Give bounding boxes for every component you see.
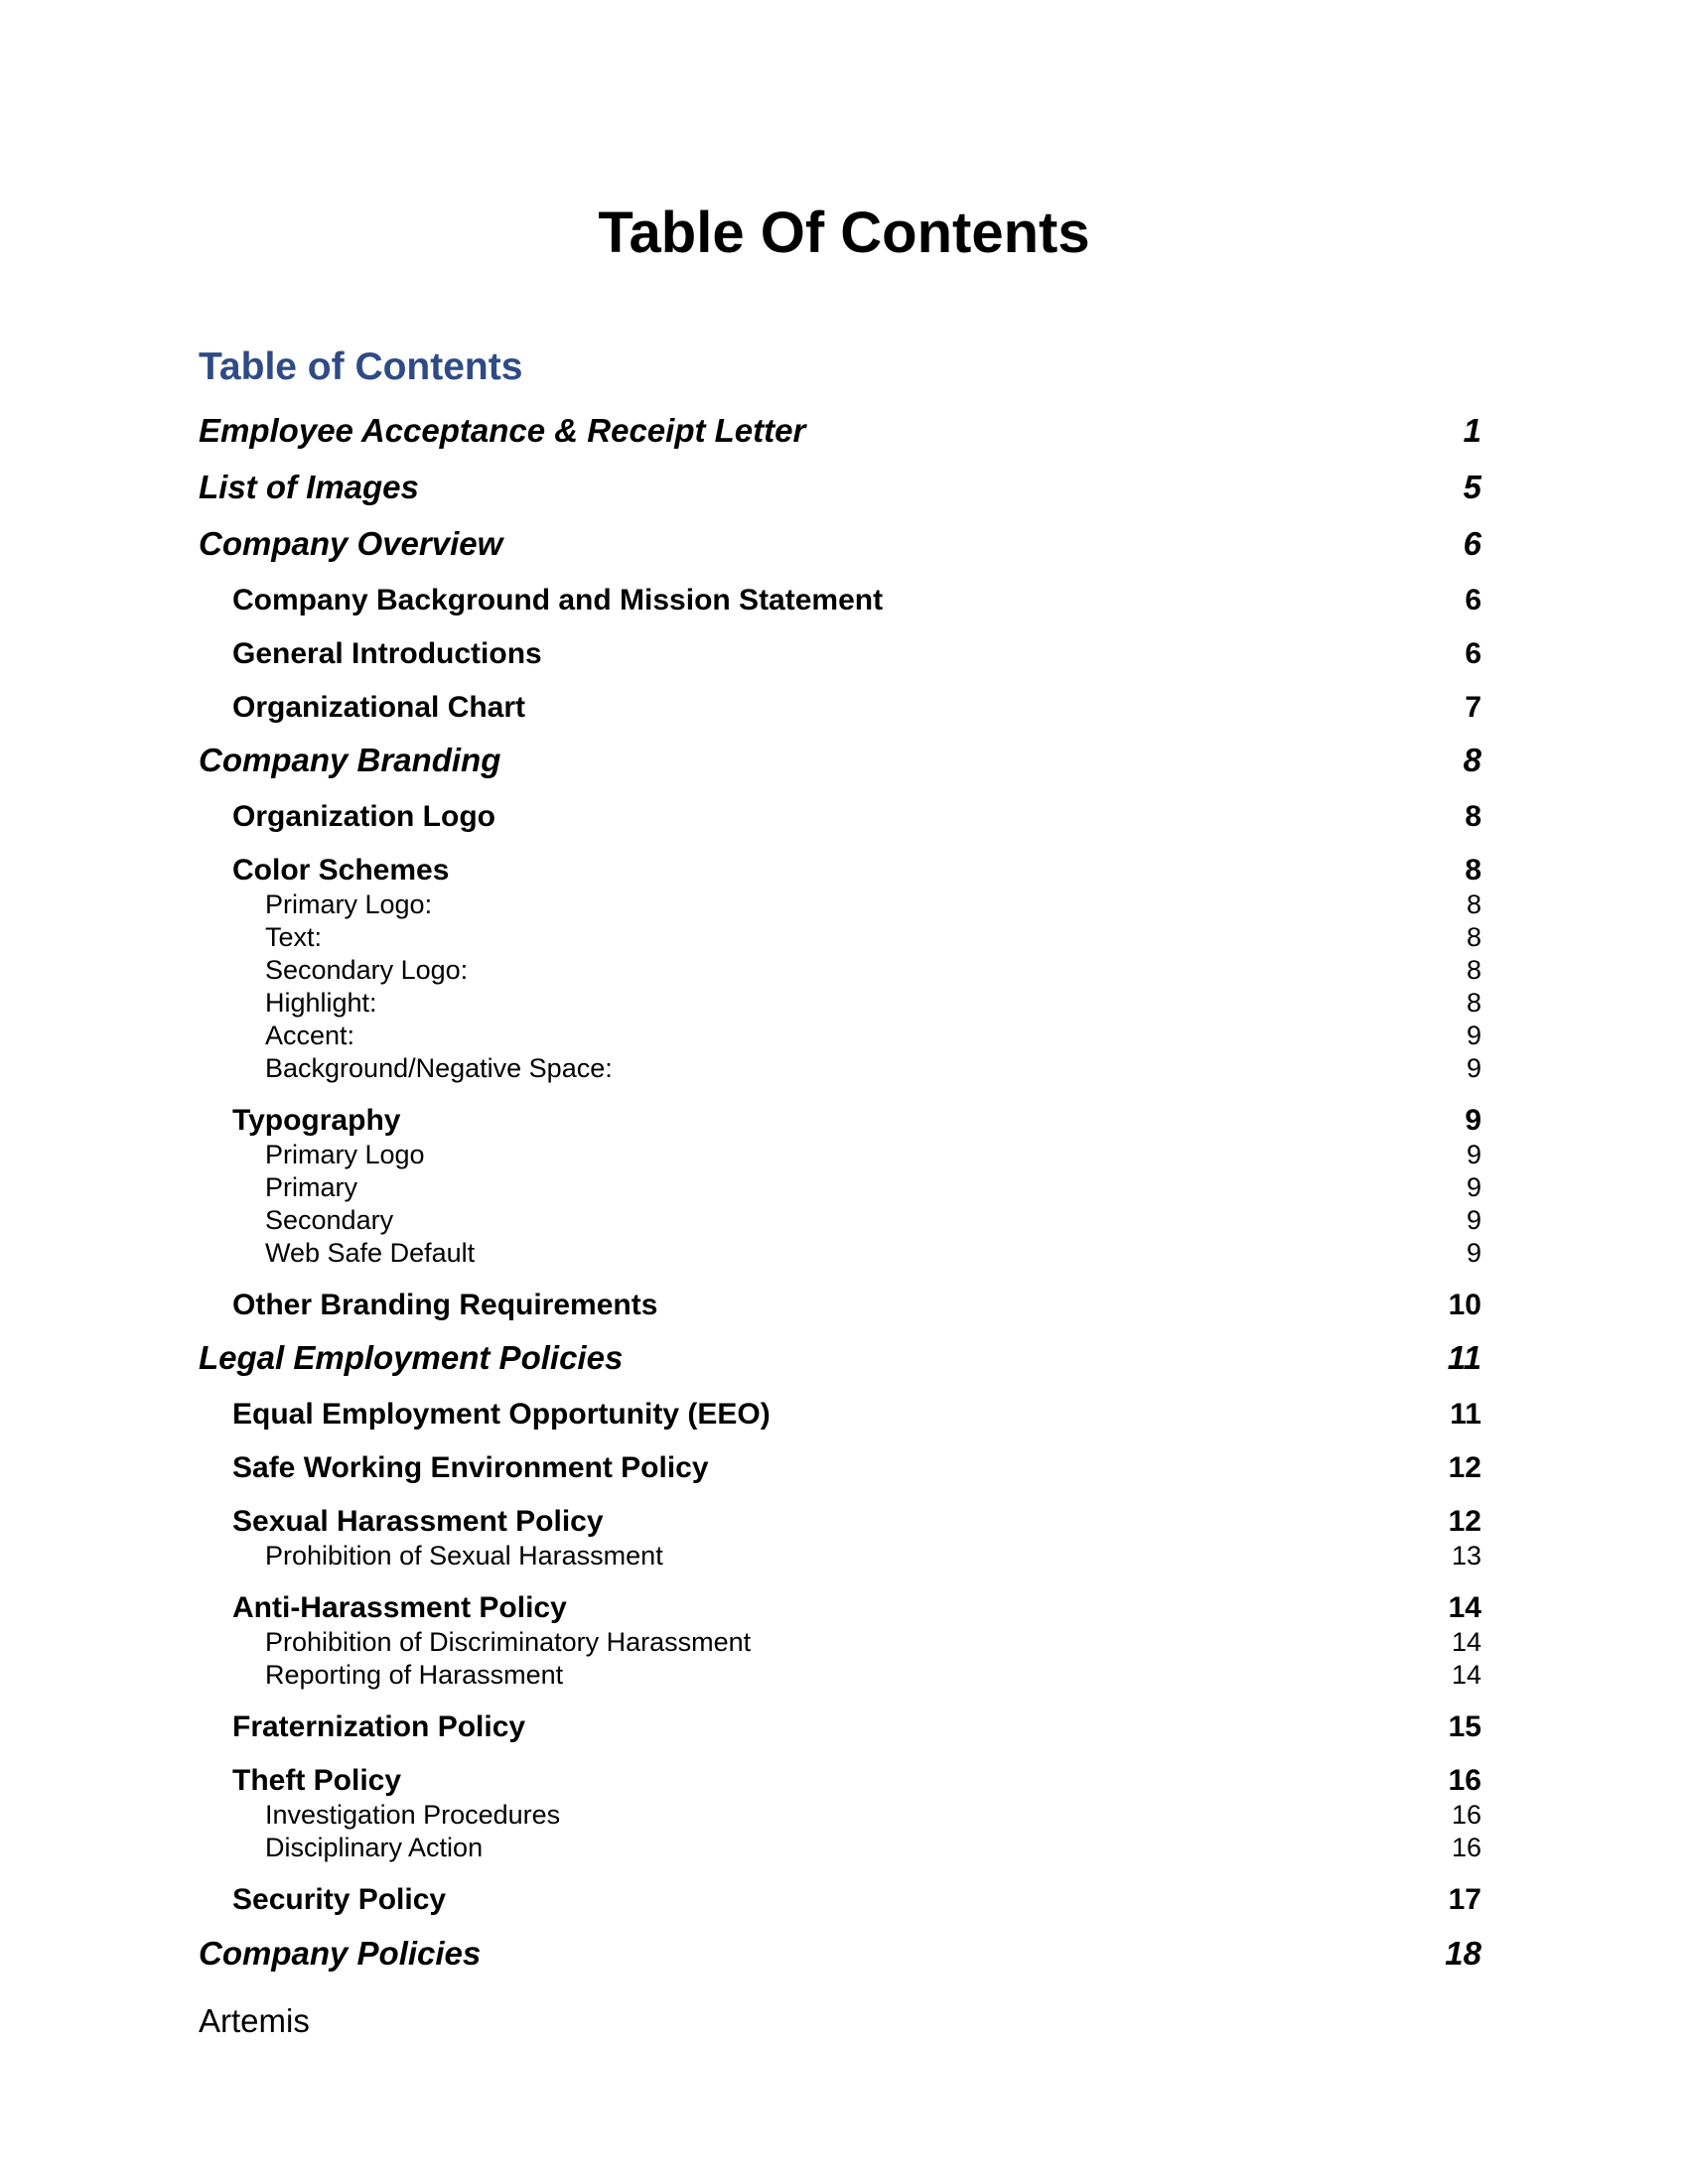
toc-entry-label: Background/Negative Space: bbox=[265, 1053, 613, 1083]
toc-entry-label: Investigation Procedures bbox=[265, 1800, 561, 1830]
toc-entry-label: Secondary Logo: bbox=[265, 955, 469, 985]
toc-entry-page: 15 bbox=[1448, 1710, 1481, 1743]
toc-entry-page: 17 bbox=[1448, 1883, 1481, 1916]
toc-entry-label: Legal Employment Policies bbox=[199, 1339, 624, 1376]
toc-entry-label: Secondary bbox=[265, 1205, 394, 1235]
toc-entry[interactable] bbox=[232, 1449, 1481, 1487]
toc-entry-page: 9 bbox=[1466, 1205, 1481, 1235]
toc-entry[interactable] bbox=[199, 1934, 1481, 1974]
toc-entry[interactable] bbox=[232, 852, 1481, 889]
toc-entry-page: 9 bbox=[1466, 1053, 1481, 1083]
toc-entry[interactable] bbox=[265, 987, 1481, 1019]
toc-entry-label: Primary bbox=[265, 1172, 357, 1202]
toc-entry[interactable] bbox=[232, 635, 1481, 673]
toc-entry-page: 8 bbox=[1466, 889, 1481, 919]
toc-entry-label: Prohibition of Sexual Harassment bbox=[265, 1541, 663, 1570]
toc-entry-page: 16 bbox=[1448, 1764, 1481, 1797]
toc-entry-page: 11 bbox=[1450, 1398, 1481, 1431]
toc-entry[interactable] bbox=[232, 689, 1481, 727]
toc-entry-page: 6 bbox=[1465, 637, 1481, 670]
toc-entry-label: Highlight: bbox=[265, 988, 377, 1018]
toc-entry-page: 11 bbox=[1447, 1339, 1481, 1376]
toc-entry[interactable] bbox=[232, 1708, 1481, 1746]
toc-entry-label: Theft Policy bbox=[232, 1764, 402, 1797]
toc-entry[interactable] bbox=[199, 524, 1481, 564]
toc-entry-page: 16 bbox=[1451, 1800, 1481, 1830]
toc-entry-label: Text: bbox=[265, 922, 323, 952]
toc-entry-page: 14 bbox=[1451, 1660, 1481, 1690]
toc-entry[interactable] bbox=[265, 1799, 1481, 1831]
toc-entry[interactable] bbox=[265, 1052, 1481, 1084]
toc-entry-label: Safe Working Environment Policy bbox=[232, 1451, 709, 1484]
toc-entry[interactable] bbox=[232, 1881, 1481, 1919]
toc-entry-label: Color Schemes bbox=[232, 854, 450, 887]
toc-entry-page: 13 bbox=[1451, 1541, 1481, 1570]
toc-entry[interactable] bbox=[265, 1540, 1481, 1571]
toc-entry[interactable] bbox=[265, 1659, 1481, 1691]
toc-entry-label: Company Background and Mission Statement bbox=[232, 584, 884, 616]
toc-entry-page: 8 bbox=[1465, 854, 1481, 887]
toc-entry[interactable] bbox=[232, 1762, 1481, 1800]
toc-entry-label: Sexual Harassment Policy bbox=[232, 1505, 604, 1538]
toc-entry-label: Disciplinary Action bbox=[265, 1833, 484, 1862]
toc-entry-page: 6 bbox=[1463, 525, 1481, 562]
toc-entry[interactable] bbox=[265, 954, 1481, 986]
toc-entry-label: Primary Logo: bbox=[265, 889, 433, 919]
toc-entry[interactable] bbox=[265, 1020, 1481, 1051]
toc-entry-page: 8 bbox=[1466, 922, 1481, 952]
toc-entry[interactable] bbox=[232, 1396, 1481, 1433]
toc-entry-page: 5 bbox=[1463, 469, 1481, 505]
toc-entry[interactable] bbox=[265, 888, 1481, 920]
toc-entry-page: 1 bbox=[1463, 412, 1481, 449]
toc-entry[interactable] bbox=[265, 1832, 1481, 1863]
toc-entry[interactable] bbox=[265, 1237, 1481, 1269]
toc-entry-label: Other Branding Requirements bbox=[232, 1289, 658, 1321]
toc-entry-page: 12 bbox=[1448, 1451, 1481, 1484]
toc-entry-label: Equal Employment Opportunity (EEO) bbox=[232, 1398, 771, 1431]
toc-entry-page: 9 bbox=[1466, 1140, 1481, 1169]
toc-entry-page: 16 bbox=[1451, 1833, 1481, 1862]
toc-entry-label: Web Safe Default bbox=[265, 1238, 476, 1268]
toc-entry-page: 8 bbox=[1466, 988, 1481, 1018]
toc-entry-label: Security Policy bbox=[232, 1883, 447, 1916]
toc-entry-page: 9 bbox=[1466, 1238, 1481, 1268]
toc-entry-label: Typography bbox=[232, 1104, 401, 1137]
toc-entry[interactable] bbox=[232, 1589, 1481, 1627]
toc-entry-page: 6 bbox=[1465, 584, 1481, 616]
toc-entry[interactable] bbox=[199, 411, 1481, 451]
toc-entry[interactable] bbox=[232, 1503, 1481, 1541]
toc-entry-label: Organizational Chart bbox=[232, 691, 526, 724]
toc-entry-page: 8 bbox=[1463, 742, 1481, 778]
toc-entry-label: Anti-Harassment Policy bbox=[232, 1591, 567, 1624]
toc-entry[interactable] bbox=[265, 1139, 1481, 1170]
toc-entry-label: Company Branding bbox=[199, 742, 501, 778]
toc-entry[interactable] bbox=[199, 468, 1481, 507]
toc-entry[interactable] bbox=[265, 1204, 1481, 1236]
toc-entry-page: 9 bbox=[1465, 1104, 1481, 1137]
footer-company-name: Artemis bbox=[199, 2002, 310, 2039]
toc-entry-page: 9 bbox=[1466, 1172, 1481, 1202]
toc-entry[interactable] bbox=[265, 921, 1481, 953]
toc-entry-page: 14 bbox=[1448, 1591, 1481, 1624]
toc-entry-label: List of Images bbox=[199, 469, 419, 505]
toc-entry-page: 14 bbox=[1451, 1627, 1481, 1657]
toc-entry-label: General Introductions bbox=[232, 637, 542, 670]
toc-entry-label: Reporting of Harassment bbox=[265, 1660, 564, 1690]
toc-entry-page: 10 bbox=[1448, 1289, 1481, 1321]
toc-entry-page: 8 bbox=[1465, 800, 1481, 833]
toc-entry-page: 7 bbox=[1465, 691, 1481, 724]
toc-entry-page: 12 bbox=[1448, 1505, 1481, 1538]
toc-entry[interactable] bbox=[232, 582, 1481, 619]
toc-entry-label: Company Policies bbox=[199, 1935, 482, 1972]
toc-entry[interactable] bbox=[265, 1171, 1481, 1203]
toc-entry-label: Company Overview bbox=[199, 525, 503, 562]
toc-entry[interactable] bbox=[232, 1102, 1481, 1140]
toc-entry-page: 8 bbox=[1466, 955, 1481, 985]
toc-entry[interactable] bbox=[199, 1338, 1481, 1378]
toc-entry-label: Prohibition of Discriminatory Harassment bbox=[265, 1627, 752, 1657]
toc-entry[interactable] bbox=[265, 1626, 1481, 1658]
page-title: Table Of Contents bbox=[598, 201, 1090, 265]
toc-entry-page: 9 bbox=[1466, 1021, 1481, 1050]
toc-entry[interactable] bbox=[232, 1287, 1481, 1324]
toc-entry-label: Organization Logo bbox=[232, 800, 495, 833]
toc-entry-label: Fraternization Policy bbox=[232, 1710, 526, 1743]
toc-entry[interactable] bbox=[199, 741, 1481, 780]
toc-entry[interactable] bbox=[232, 798, 1481, 836]
toc-entry-label: Accent: bbox=[265, 1021, 355, 1050]
toc-entry-page: 18 bbox=[1445, 1935, 1481, 1972]
toc-entry-label: Employee Acceptance & Receipt Letter bbox=[199, 412, 806, 449]
toc-entry-label: Primary Logo bbox=[265, 1140, 425, 1169]
toc-heading: Table of Contents bbox=[199, 345, 523, 388]
